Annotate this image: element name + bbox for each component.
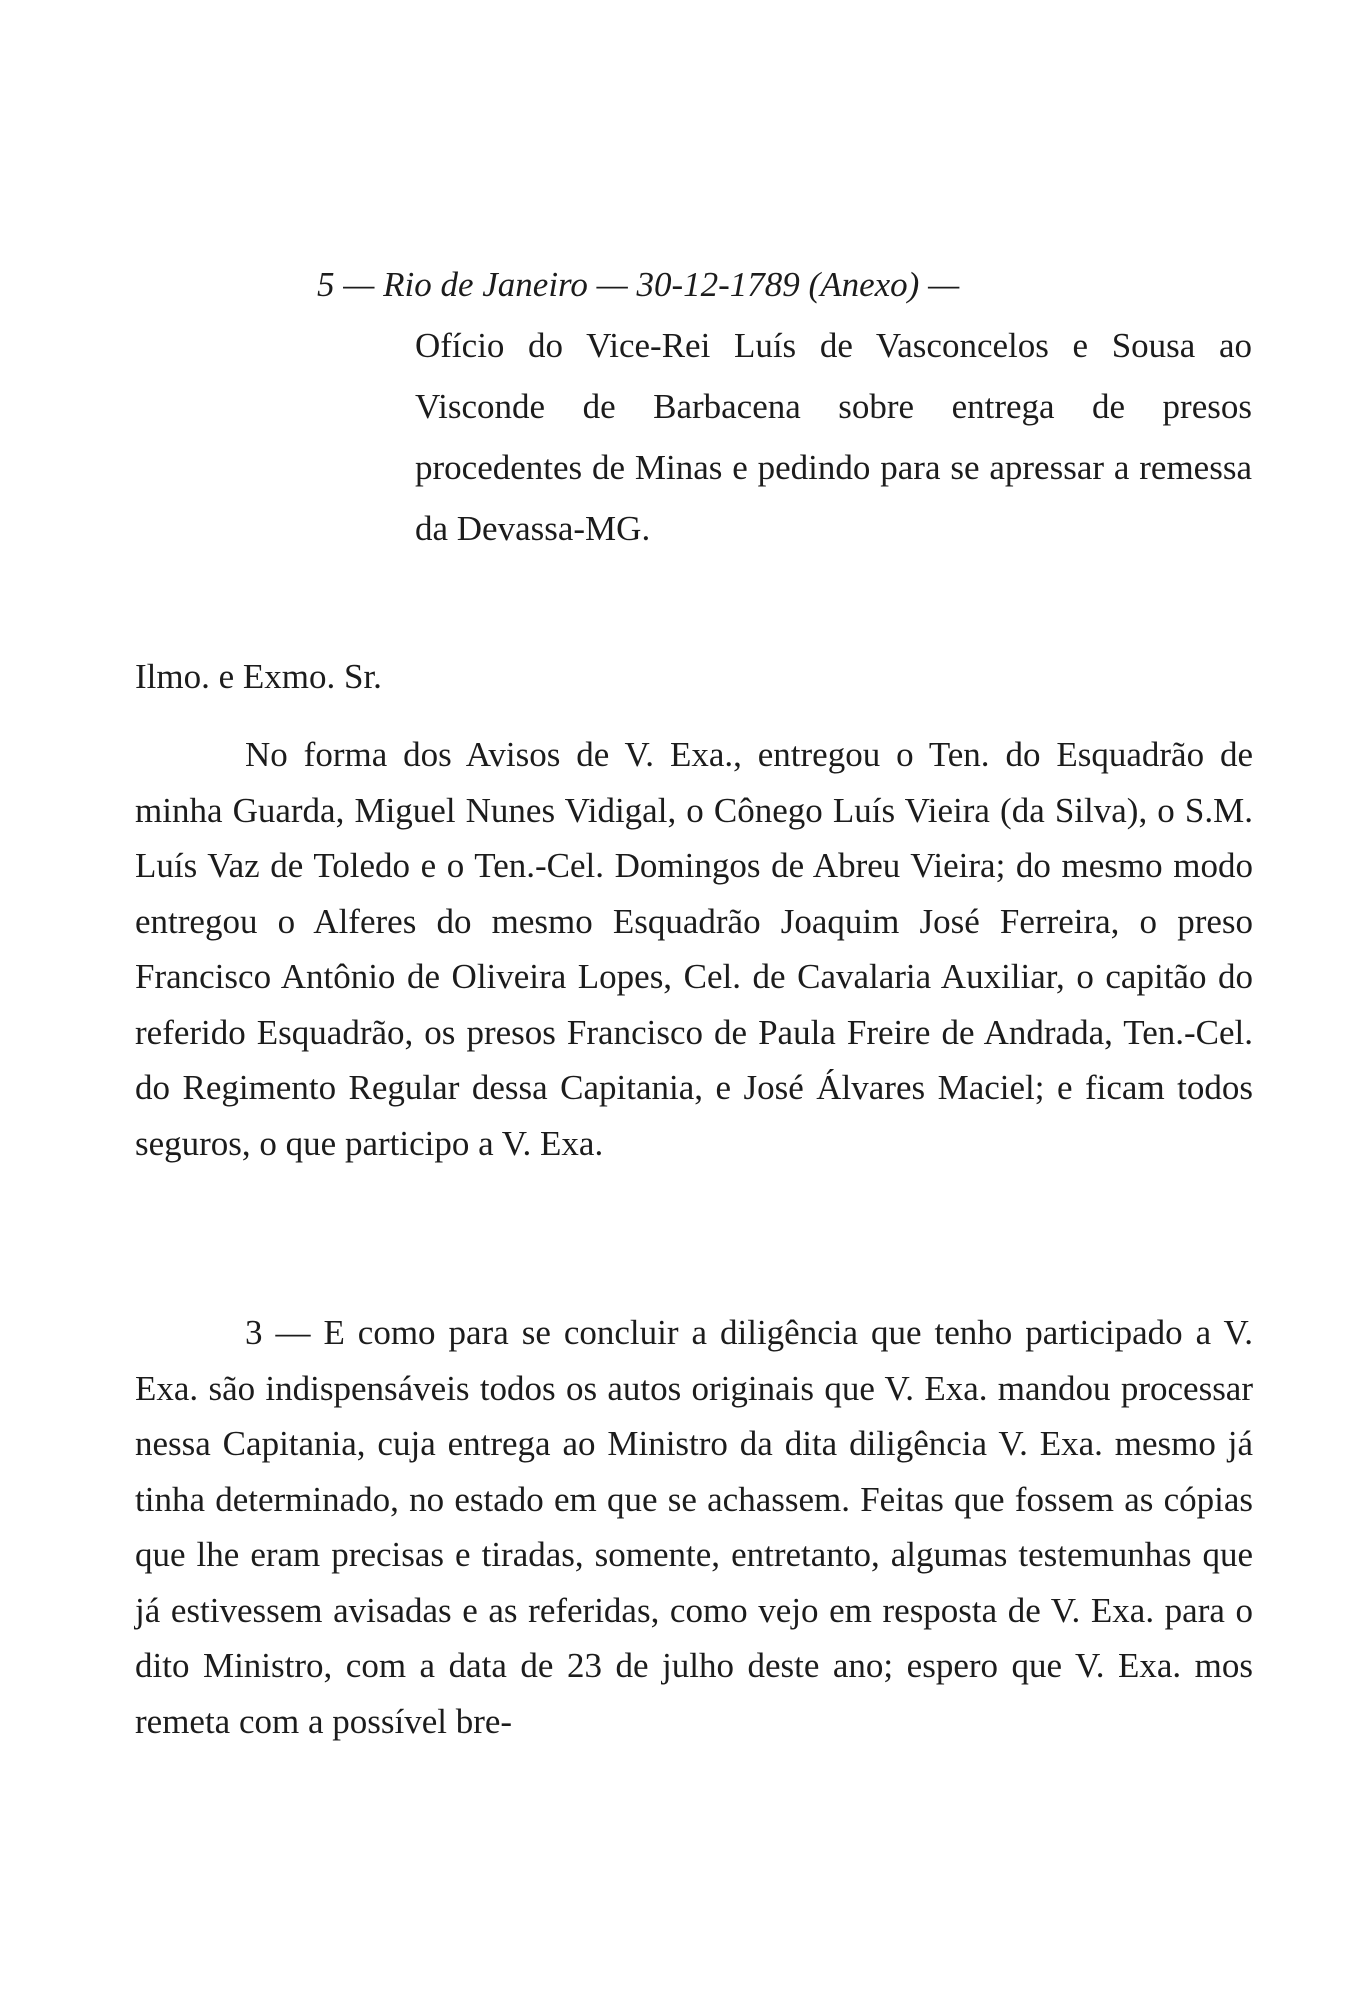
paragraph-1: No forma dos Avisos de V. Exa., entregou o Ten. do Esquadrão de minha Guarda, Miguel Nunes Vidigal, o Cônego Luís Vieira (da Silva), o S.M. Luís Vaz de Toledo e o Ten.-Cel. Domingos de Abreu Vieira; do mesmo modo entregou o Alferes do mesmo Esquadrão Joaquim José Ferreira, o preso Francisco Antônio de Oliveira Lopes, Cel. de Cavalaria Auxiliar, o capitão do referido Esquadrão, os presos Francisco de Paula Freire de Andrada, Ten.-Cel. do Regimento Regular dessa Capitania, e José Álvares Maciel; e ficam todos seguros, o que participo a V. Exa. bbox=[135, 735, 1253, 1163]
heading-place-date: 5 — Rio de Janeiro — 30-12-1789 (Anexo) — bbox=[317, 265, 960, 304]
salutation: Ilmo. e Exmo. Sr. bbox=[135, 657, 382, 696]
paragraph-2: 3 — E como para se concluir a diligência que tenho participado a V. Exa. são indispensáveis todos os autos originais que V. Exa. mandou processar nessa Capitania, cuja entrega ao Ministro da dita diligência V. Exa. mesmo já tinha determinado, no estado em que se achassem. Feitas que fossem as cópias que lhe eram precisas e tiradas, somente, entretanto, algumas testemunhas que já estivessem avisadas e as referidas, como vejo em resposta de V. Exa. para o dito Ministro, com a data de 23 de julho deste ano; espero que V. Exa. mos remeta com a possível bre- bbox=[135, 1313, 1253, 1741]
document-heading bbox=[317, 254, 1252, 559]
heading-description: Ofício do Vice-Rei Luís de Vasconcelos e Sousa ao Visconde de Barbacena sobre entrega de presos procedentes de Minas e pedindo para se apressar a remessa da Devassa-MG. bbox=[415, 326, 1252, 548]
